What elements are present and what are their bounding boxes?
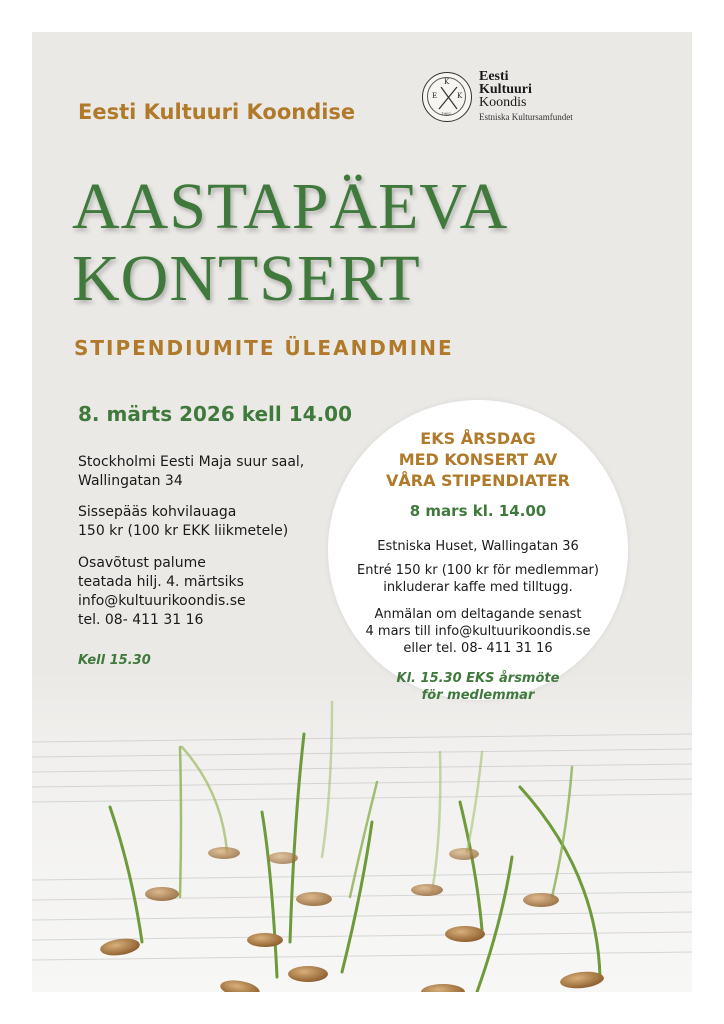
rsvp-et-email[interactable]: info@kultuurikoondis.se [78,593,246,609]
entry-et [78,503,288,541]
logo-text-kultuuri: Kultuuri [479,82,532,97]
entry-sv-line: inkluderar kaffe med tilltugg. [383,580,573,595]
logo-letter-e: E [432,92,438,100]
rsvp-et-line: teatada hilj. 4. märtsiks [78,574,244,590]
rsvp-et-phone[interactable]: tel. 08- 411 31 16 [78,612,204,628]
org-logo [422,70,622,130]
title-line-1: AASTAPÄEVA [72,170,509,243]
crossed-pens-emblem-icon [422,72,472,122]
subtitle: STIPENDIUMITE ÜLEANDMINE [74,336,454,360]
annual-sv-line: för medlemmar [421,688,535,703]
entry-sv-line: Entré 150 kr (100 kr för medlemmar) [357,563,599,578]
rsvp-sv-line: Anmälan om deltagande senast [374,607,582,622]
poster [32,32,692,992]
sprouting-seeds-on-music-staff-photo [32,672,692,992]
swedish-title-line: EKS ÅRSDAG [420,429,536,448]
venue-et [78,453,304,491]
logo-letter-k-top: K [444,78,450,86]
logo-text-eesti: Eesti [479,69,509,84]
logo-letter-k-right: K [457,92,463,100]
logo-year: 1962 [441,111,452,116]
rsvp-et [78,554,246,630]
rsvp-sv-phone[interactable]: eller tel. 08- 411 31 16 [403,641,553,656]
event-date-sv: 8 mars kl. 14.00 [409,502,547,520]
logo-text-koondis: Koondis [479,95,527,110]
rsvp-sv-email[interactable]: 4 mars till info@kultuurikoondis.se [365,624,591,639]
swedish-title-line: MED KONSERT AV [398,450,558,469]
swedish-info-circle [328,400,628,703]
swedish-title-line: VÅRA STIPENDIATER [385,471,570,490]
annual-meeting-sv [328,670,628,704]
event-date-et: 8. märts 2026 kell 14.00 [78,402,352,426]
venue-sv: Estniska Huset, Wallingatan 36 [377,539,579,554]
logo-text-swedish: Estniska Kultursamfundet [479,112,573,122]
title-line-2: KONTSERT [72,242,421,315]
annual-sv-line: Kl. 15.30 EKS årsmöte [396,671,560,686]
entry-et-line: 150 kr (100 kr EKK liikmetele) [78,523,289,539]
entry-et-line: Sissepääs kohvilauaga [78,504,237,520]
rsvp-sv [328,606,628,657]
venue-et-line: Wallingatan 34 [78,473,183,489]
swedish-title [328,428,628,491]
org-name: Eesti Kultuuri Koondise [78,100,356,124]
annual-et-line: Kell 15.30 [78,653,151,668]
venue-et-line: Stockholmi Eesti Maja suur saal, [78,454,305,470]
rsvp-et-line: Osavõtust palume [78,555,206,571]
entry-sv [328,562,628,596]
